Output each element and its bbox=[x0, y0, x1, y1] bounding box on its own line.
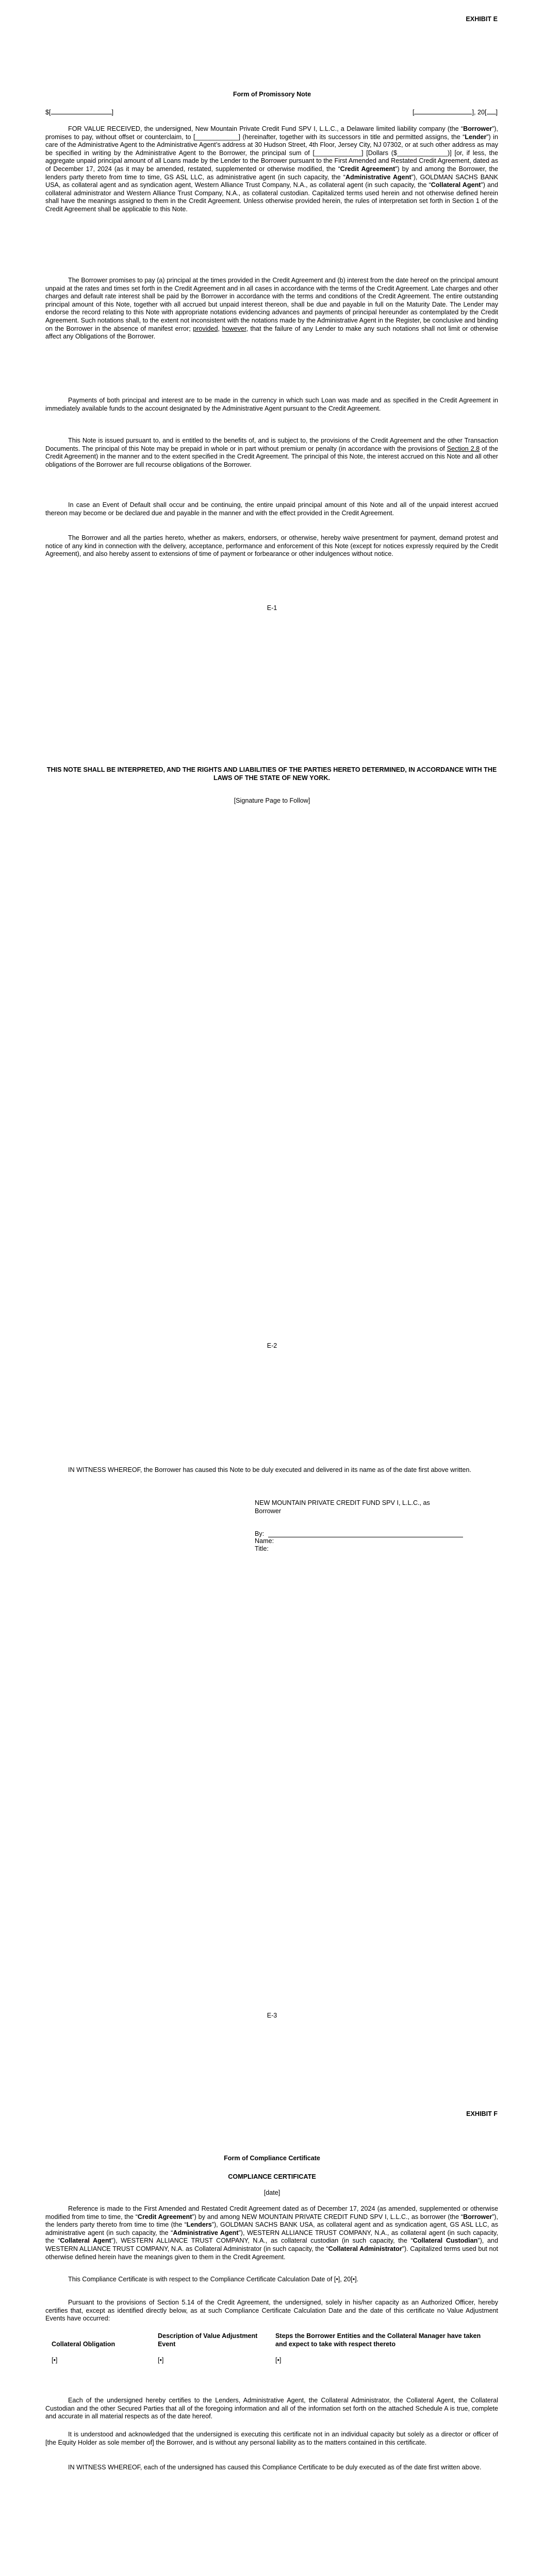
exhibit-label: EXHIBIT E bbox=[466, 15, 498, 23]
document-title: Form of Compliance Certificate bbox=[224, 2155, 320, 2162]
governing-law-clause: THIS NOTE SHALL BE INTERPRETED, AND THE RIGHTS AND LIABILITIES OF THE PARTIES HERETO DETERMINED, IN ACCORDANCE WITH THE LAWS OF THE STATE OF NEW YORK. bbox=[46, 766, 497, 782]
certificate-date: [date] bbox=[263, 2189, 281, 2196]
paragraph-currency: Payments of both principal and interest are to be made in the currency in which such Loan was made and as specified in the Credit Agreement in immediately available funds to the account designated by the Administrative Agent pursuant to the Credit Agreement. bbox=[45, 397, 498, 412]
certificate-heading: COMPLIANCE CERTIFICATE bbox=[228, 2173, 316, 2180]
table-cell: [•] bbox=[158, 2357, 164, 2364]
page-e1 bbox=[0, 0, 544, 701]
signature-by-label: By: bbox=[255, 1530, 265, 1537]
paragraph-witness: IN WITNESS WHEREOF, each of the undersigned has caused this Compliance Certificate to be duly executed as of the date first written above. bbox=[68, 2464, 482, 2471]
column-header: Description of Value Adjustment Event bbox=[158, 2332, 258, 2348]
page-number: E-2 bbox=[267, 1342, 277, 1349]
note-date-field: [ ], 20[ ] bbox=[412, 109, 498, 116]
signature-title-label: Title: bbox=[255, 1545, 269, 1552]
table-header-row bbox=[52, 2332, 493, 2349]
exhibit-label: EXHIBIT F bbox=[466, 2110, 498, 2117]
signatory-entity: NEW MOUNTAIN PRIVATE CREDIT FUND SPV I, L.L.C., as Borrower bbox=[255, 1499, 430, 1515]
witness-clause: IN WITNESS WHEREOF, the Borrower has caused this Note to be duly executed and delivered in its name as of the date first above written. bbox=[68, 1466, 471, 1473]
table-cell: [•] bbox=[275, 2357, 282, 2364]
note-amount-field: $[ ] bbox=[45, 109, 114, 116]
paragraph-calculation-date: This Compliance Certificate is with respect to the Compliance Certificate Calculation Date of [•], 20[•]. bbox=[68, 2276, 359, 2283]
signature-name-label: Name: bbox=[255, 1537, 274, 1545]
column-header: Steps the Borrower Entities and the Collateral Manager have taken and expect to take with respect thereto bbox=[275, 2332, 481, 2348]
page-number: E-3 bbox=[267, 2012, 277, 2019]
page-number: E-1 bbox=[267, 604, 277, 612]
paragraph-value-received: FOR VALUE RECEIVED, the undersigned, New Mountain Private Credit Fund SPV I, L.L.C., a Delaware limited liability company (the “Borrower”), promises to pay, without offset or counterclaim, to [____________] (hereinafter, together with its successors in title and permitted assigns, the “Lender”) in care of the Administrative Agent to the Administrative Agent’s address at 30 Hudson Street, 4th Floor, Jersey City, NJ 07302, or at such other address as may be specified in writing by the Administrative Agent to the Borrower, the principal sum of [_____________] [Dollars ($______________)] [or, if less, the aggregate unpaid principal amount of all Loans made by the Lender to the Borrower pursuant to the First Amended and Restated Credit Agreement, dated as of December 17, 2024 (as it may be amended, restated, supplemented or otherwise modified, the “Credit Agreement”) by and among the Borrower, the lenders party thereto from time to time, GS ASL LLC, as administrative agent (in such capacity, the “Administrative Agent”), GOLDMAN SACHS BANK USA, as collateral agent and as syndication agent, Western Alliance Trust Company, N.A., as collateral agent (in such capacity, the “Collateral Agent”) and collateral administrator and Western Alliance Trust Company, N.A., as collateral custodian. Capitalized terms used herein and not otherwise defined herein shall have the meanings assigned to them in the Credit Agreement. Unless otherwise provided herein, the rules of interpretation set forth in Section 1 of the Credit Agreement shall be applicable to this Note. bbox=[45, 125, 499, 213]
column-header: Collateral Obligation bbox=[52, 2340, 116, 2348]
table-row bbox=[52, 2349, 493, 2365]
paragraph-credit-agreement: This Note is issued pursuant to, and is entitled to the benefits of, and is subject to, the provisions of the Credit Agreement and the other Transaction Documents. The principal of this Note may be prepaid in whole or in part without premium or penalty (in accordance with the provisions of Section 2.8 of the Credit Agreement) in the manner and to the extent specified in the Credit Agreement. The principal of this Note, the interest accrued on this Note and all other obligations of the Borrower are full recourse obligations of the Borrower. bbox=[45, 437, 498, 468]
table-cell: [•] bbox=[52, 2357, 58, 2364]
signature-page-note: [Signature Page to Follow] bbox=[234, 797, 310, 804]
paragraph-payment-terms: The Borrower promises to pay (a) principal at the times provided in the Credit Agreement and (b) interest from the date hereof on the principal amount unpaid at the rates and times set forth in the Credit Agreement and in all cases in accordance with the terms of the Credit Agreement. Late charges and other charges and default rate interest shall be paid by the Borrower in accordance with the terms and conditions of the Credit Agreement. The entire outstanding principal amount of this Note, together with all accrued but unpaid interest thereon, shall be due and payable in full on the Maturity Date. The Lender may endorse the record relating to this Note with appropriate notations evidencing advances and payments of principal hereunder as contemplated by the Credit Agreement. Such notations shall, to the extent not inconsistent with the notations made by the Administrative Agent in the Register, be conclusive and binding on the Borrower in the absence of manifest error; provided, however, that the failure of any Lender to make any such notations shall not limit or otherwise affect any Obligations of the Borrower. bbox=[45, 277, 498, 341]
paragraph-accuracy: Each of the undersigned hereby certifies to the Lenders, Administrative Agent, the Collateral Administrator, the Collateral Agent, the Collateral Custodian and the other Secured Parties that all of the foregoing information and all of the information set forth on the attached Schedule A is true, complete and accurate in all material respects as of the date hereof. bbox=[45, 2397, 498, 2420]
paragraph-certification: Pursuant to the provisions of Section 5.14 of the Credit Agreement, the undersigned, solely in his/her capacity as an Authorized Officer, hereby certifies that, except as identified directly below, as at such Compliance Certificate Calculation Date and the date of this certificate no Value Adjustment Events have occurred: bbox=[45, 2299, 498, 2323]
page-f1 bbox=[0, 2102, 544, 2576]
paragraph-reference: Reference is made to the First Amended and Restated Credit Agreement dated as of December 17, 2024 (as amended, supplemented or otherwise modified from time to time, the “Credit Agreement”) by and among NEW MOUNTAIN PRIVATE CREDIT FUND SPV I, L.L.C., as borrower (the “Borrower”), the lenders party thereto from time to time (the “Lenders”), GOLDMAN SACHS BANK USA, as collateral agent and as syndication agent, GS ASL LLC, as administrative agent (in such capacity, the “Administrative Agent”), WESTERN ALLIANCE TRUST COMPANY, N.A., as collateral agent (in such capacity, the “Collateral Agent”), WESTERN ALLIANCE TRUST COMPANY, N.A., as collateral custodian (in such capacity, the “Collateral Custodian”), and WESTERN ALLIANCE TRUST COMPANY, N.A. as Collateral Administrator (in such capacity, the “Collateral Administrator”). Capitalized terms used but not otherwise defined herein have the meanings given to them in the Credit Agreement. bbox=[45, 2205, 498, 2261]
page-e3 bbox=[0, 1401, 544, 2102]
paragraph-capacity: It is understood and acknowledged that the undersigned is executing this certificate not in an individual capacity but solely as a director or officer of [the Equity Holder as sole member of] the Borrower, and is without any personal liability as to the matters contained in this certificate. bbox=[45, 2431, 498, 2446]
paragraph-waiver: The Borrower and all the parties hereto, whether as makers, endorsers, or otherwise, hereby waive presentment for payment, demand protest and notice of any kind in connection with the delivery, acceptance, performance and enforcement of this Note (except for notices expressly required by the Credit Agreement), and also hereby assent to extensions of time of payment or forbearance or other indulgences without notice. bbox=[45, 534, 498, 558]
value-adjustment-table bbox=[52, 2332, 493, 2365]
page-e2 bbox=[0, 701, 544, 1401]
document-title: Form of Promissory Note bbox=[233, 91, 311, 98]
paragraph-event-of-default: In case an Event of Default shall occur and be continuing, the entire unpaid principal amount of this Note and all of the unpaid interest accrued thereon may become or be declared due and payable in the manner and with the effect provided in the Credit Agreement. bbox=[45, 501, 498, 517]
